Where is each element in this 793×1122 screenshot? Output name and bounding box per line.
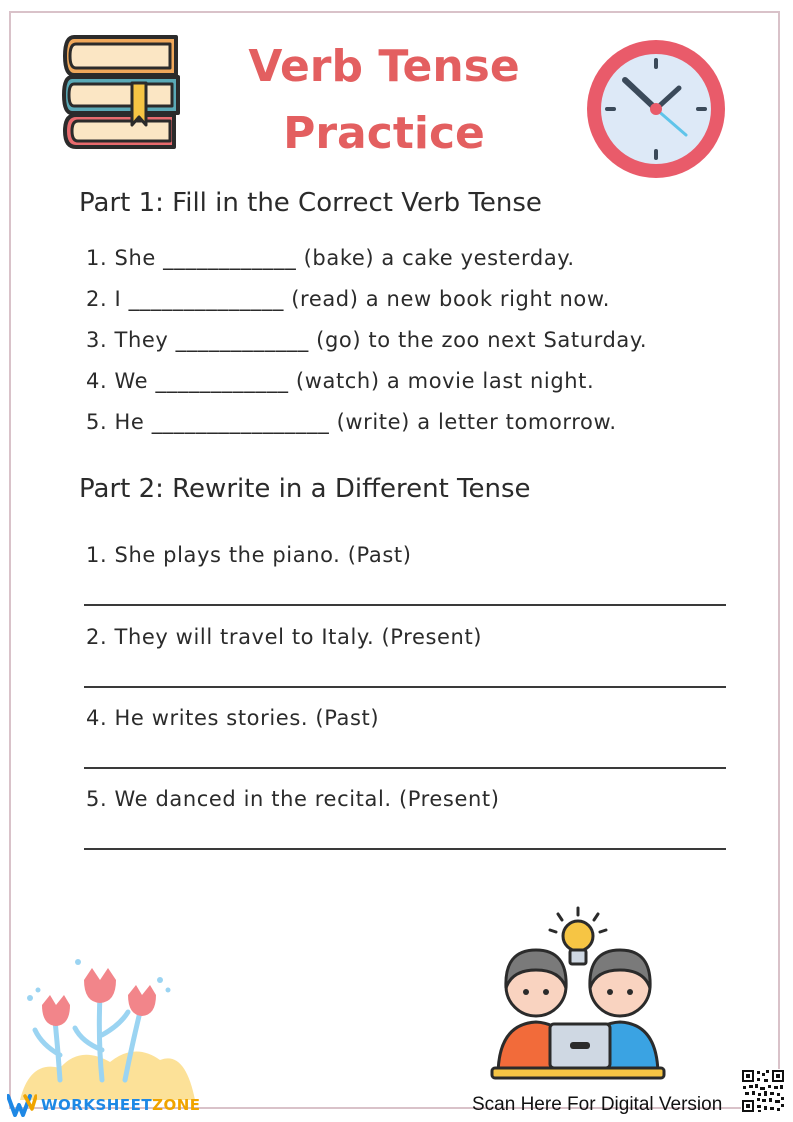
page-title-line1: Verb Tense [248, 41, 520, 92]
answer-line [84, 686, 726, 688]
part1-item: 3. They ____________ (go) to the zoo next Saturday. [86, 328, 648, 352]
answer-line [84, 848, 726, 850]
brand-name-part1: WORKSHEET [41, 1096, 153, 1114]
lightbulb-icon [550, 908, 606, 964]
books-icon [62, 33, 182, 151]
part1-item: 2. I ______________ (read) a new book right now. [86, 287, 610, 311]
page-title-line2: Practice [283, 108, 485, 159]
part1-heading: Part 1: Fill in the Correct Verb Tense [79, 188, 542, 218]
worksheetzone-logo [7, 1092, 201, 1118]
brand-name-part2: ZONE [152, 1096, 201, 1114]
scan-instruction: Scan Here For Digital Version [472, 1094, 723, 1115]
qr-code-icon [741, 1069, 785, 1113]
flowers-icon [20, 950, 200, 1100]
part2-item: 2. They will travel to Italy. (Present) [86, 625, 483, 649]
part2-item: 1. She plays the piano. (Past) [86, 543, 412, 567]
students-laptop-icon [490, 906, 666, 1082]
part2-heading: Part 2: Rewrite in a Different Tense [79, 474, 531, 504]
part1-item: 1. She ____________ (bake) a cake yesterday. [86, 246, 575, 270]
worksheetzone-logo-icon [7, 1093, 37, 1117]
clock-icon [585, 38, 727, 180]
part2-item: 5. We danced in the recital. (Present) [86, 787, 500, 811]
part1-item: 5. He ________________ (write) a letter tomorrow. [86, 410, 617, 434]
part1-item: 4. We ____________ (watch) a movie last night. [86, 369, 595, 393]
answer-line [84, 767, 726, 769]
part2-item: 4. He writes stories. (Past) [86, 706, 380, 730]
answer-line [84, 604, 726, 606]
brand-name [41, 1096, 201, 1114]
